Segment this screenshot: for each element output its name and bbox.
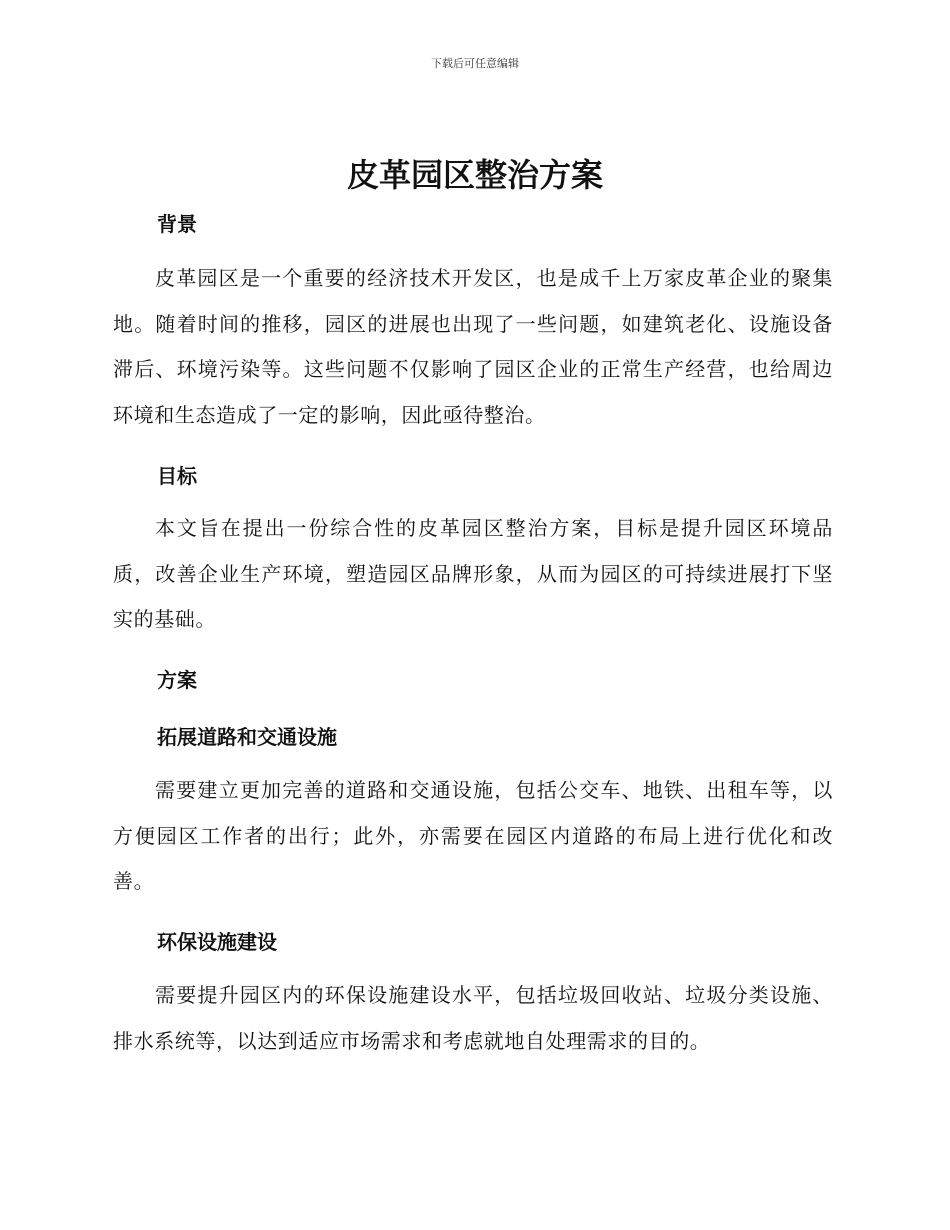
paragraph-eco: 需要提升园区内的环保设施建设水平，包括垃圾回收站、垃圾分类设施、排水系统等，以达到适应市场需求和考虑就地自处理需求的目的。 bbox=[113, 983, 833, 1053]
heading-goal: 目标 bbox=[157, 464, 197, 488]
heading-roads: 拓展道路和交通设施 bbox=[157, 725, 337, 749]
paragraph-background: 皮革园区是一个重要的经济技术开发区，也是成千上万家皮革企业的聚集地。随着时间的推移，园区的进展也出现了一些问题，如建筑老化、设施设备滞后、环境污染等。这些问题不仅影响了园区企业的正常生产经营，也给周边环境和生态造成了一定的影响，因此亟待整治。 bbox=[113, 266, 833, 427]
heading-background: 背景 bbox=[157, 212, 197, 236]
paragraph-roads: 需要建立更加完善的道路和交通设施，包括公交车、地铁、出租车等，以方便园区工作者的出行；此外，亦需要在园区内道路的布局上进行优化和改善。 bbox=[113, 778, 833, 893]
paragraph-goal: 本文旨在提出一份综合性的皮革园区整治方案，目标是提升园区环境品质，改善企业生产环境，塑造园区品牌形象，从而为园区的可持续进展打下坚实的基础。 bbox=[113, 516, 833, 631]
document-title: 皮革园区整治方案 bbox=[346, 156, 603, 194]
heading-plan: 方案 bbox=[157, 668, 197, 692]
header-note: 下载后可任意编辑 bbox=[431, 57, 519, 70]
heading-eco: 环保设施建设 bbox=[157, 930, 277, 954]
